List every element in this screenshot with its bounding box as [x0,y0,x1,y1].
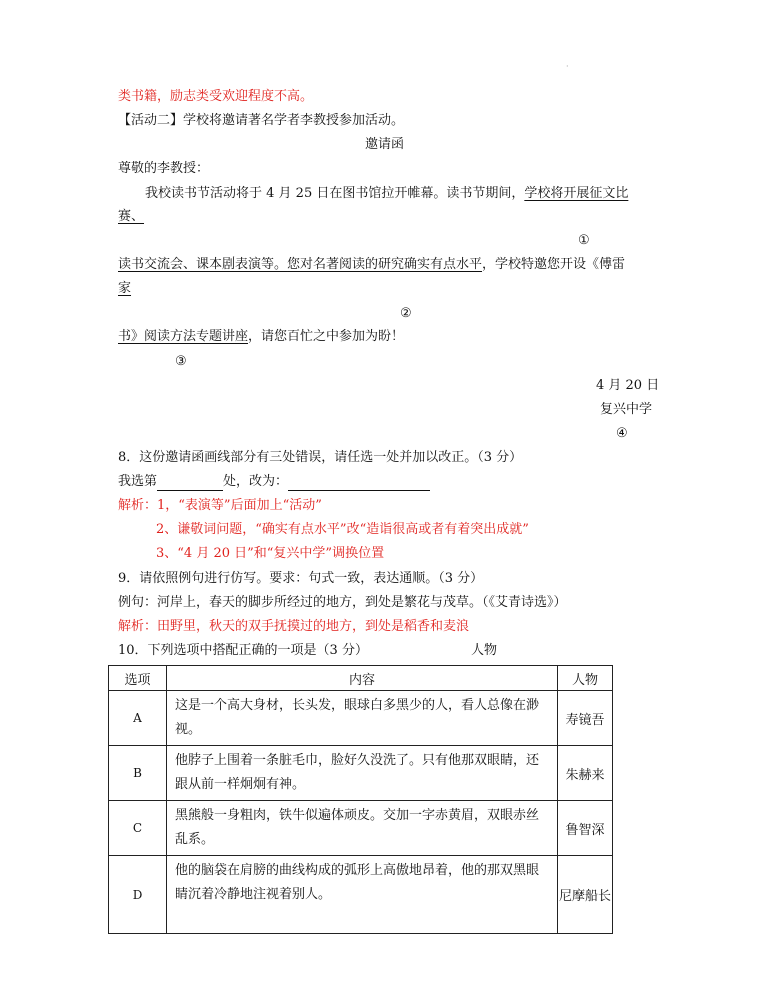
option-person: 朱赫来 [558,746,613,801]
underlined-error-3: 书》阅读方法专题讲座 [118,329,249,344]
letter-text: ，学校特邀您开设《傅雷 [482,257,626,272]
option-person: 寿镜吾 [558,691,613,746]
option-person: 尼摩船长 [558,856,613,934]
q8-fill-label-b: 处，改为： [223,474,289,489]
marker-3: ③ [175,354,187,369]
letter-text: ，请您百忙之中参加为盼！ [248,329,405,344]
marker-2: ② [400,306,412,321]
analysis-label: 解析： [118,498,158,513]
option-label: B [109,746,167,801]
letter-text: 我校读书节活动将于 4 月 25 日在图书馆拉开帷幕。读书节期间， [145,186,525,201]
header-person: 人物 [558,666,613,691]
marker-4: ④ [616,426,628,441]
q10-stray-label: 人物 [471,643,498,658]
table-row [109,691,613,746]
table-header-row [109,666,613,691]
underlined-error-1-cont: 赛、 [118,209,145,224]
analysis-answer: 1，“表演等”后面加上“活动” [157,498,322,513]
option-label: D [109,856,167,934]
option-person: 鲁智深 [558,801,613,856]
header-dot: · [566,62,569,71]
q8-correction-blank[interactable] [288,476,430,491]
letter-paragraph-line-3 [118,328,404,346]
letter-date: 4 月 20 日 [596,378,660,393]
activity2-intro: 【活动二】学校将邀请著名学者李教授参加活动。 [118,113,405,128]
table-row [109,856,613,934]
option-label: A [109,691,167,746]
letter-salutation: 尊敬的李教授： [118,161,210,176]
q8-fill-label-a: 我选第 [118,474,158,489]
q9-question: 9．请依照例句进行仿写。要求：句式一致，表达通顺。（3 分） [118,571,484,586]
letter-title: 邀请函 [365,137,405,152]
option-content: 他脖子上围着一条脏毛巾，脸好久没洗了。只有他那双眼睛，还跟从前一样炯炯有神。 [167,746,558,801]
marker-1: ① [578,233,590,248]
option-content: 这是一个高大身材，长头发，眼球白多黑少的人，看人总像在渺视。 [167,691,558,746]
q9-analysis: 解析：田野里，秋天的双手抚摸过的地方，到处是稻香和麦浪 [118,619,470,634]
table-row [109,746,613,801]
option-content: 他的脑袋在肩膀的曲线构成的弧形上高傲地昂着，他的那双黑眼睛沉着冷静地注视着别人。 [167,856,558,934]
q8-analysis-1 [118,497,322,515]
table-row [109,801,613,856]
q9-example: 例句：河岸上，春天的脚步所经过的地方，到处是繁花与茂草。（《艾青诗选》） [118,595,567,610]
q8-fill-line [118,473,430,491]
underlined-error-2: 您对名著阅读的研究确实有点水平 [287,257,483,272]
header-option: 选项 [109,666,167,691]
q10-options-table [108,665,613,934]
q8-question: 8．这份邀请函画线部分有三处错误，请任选一处并加以改正。（3 分） [118,450,523,465]
q10-question: 10．下列选项中搭配正确的一项是（3 分） [118,643,368,658]
header-content: 内容 [167,666,558,691]
underlined-text: 读书交流会、课本剧表演等。 [118,257,288,272]
option-label: C [109,801,167,856]
q8-choice-blank[interactable] [157,476,223,491]
letter-paragraph-line-2 [118,256,625,274]
q8-analysis-3: 3、“4 月 20 日”和“复兴中学”调换位置 [156,546,385,561]
letter-school: 复兴中学 [600,402,653,417]
q8-analysis-2: 2、谦敬词问题，“确实有点水平”改“造诣很高或者有着突出成就” [156,522,529,537]
previous-analysis-line: 类书籍，励志类受欢迎程度不高。 [118,89,314,104]
option-content: 黑熊般一身粗肉，铁牛似遍体顽皮。交加一字赤黄眉，双眼赤丝乱系。 [167,801,558,856]
underlined-error-1: 学校将开展征文比 [524,186,629,201]
underlined-error-3-start: 家 [118,281,132,296]
letter-paragraph-line-1 [145,185,628,203]
